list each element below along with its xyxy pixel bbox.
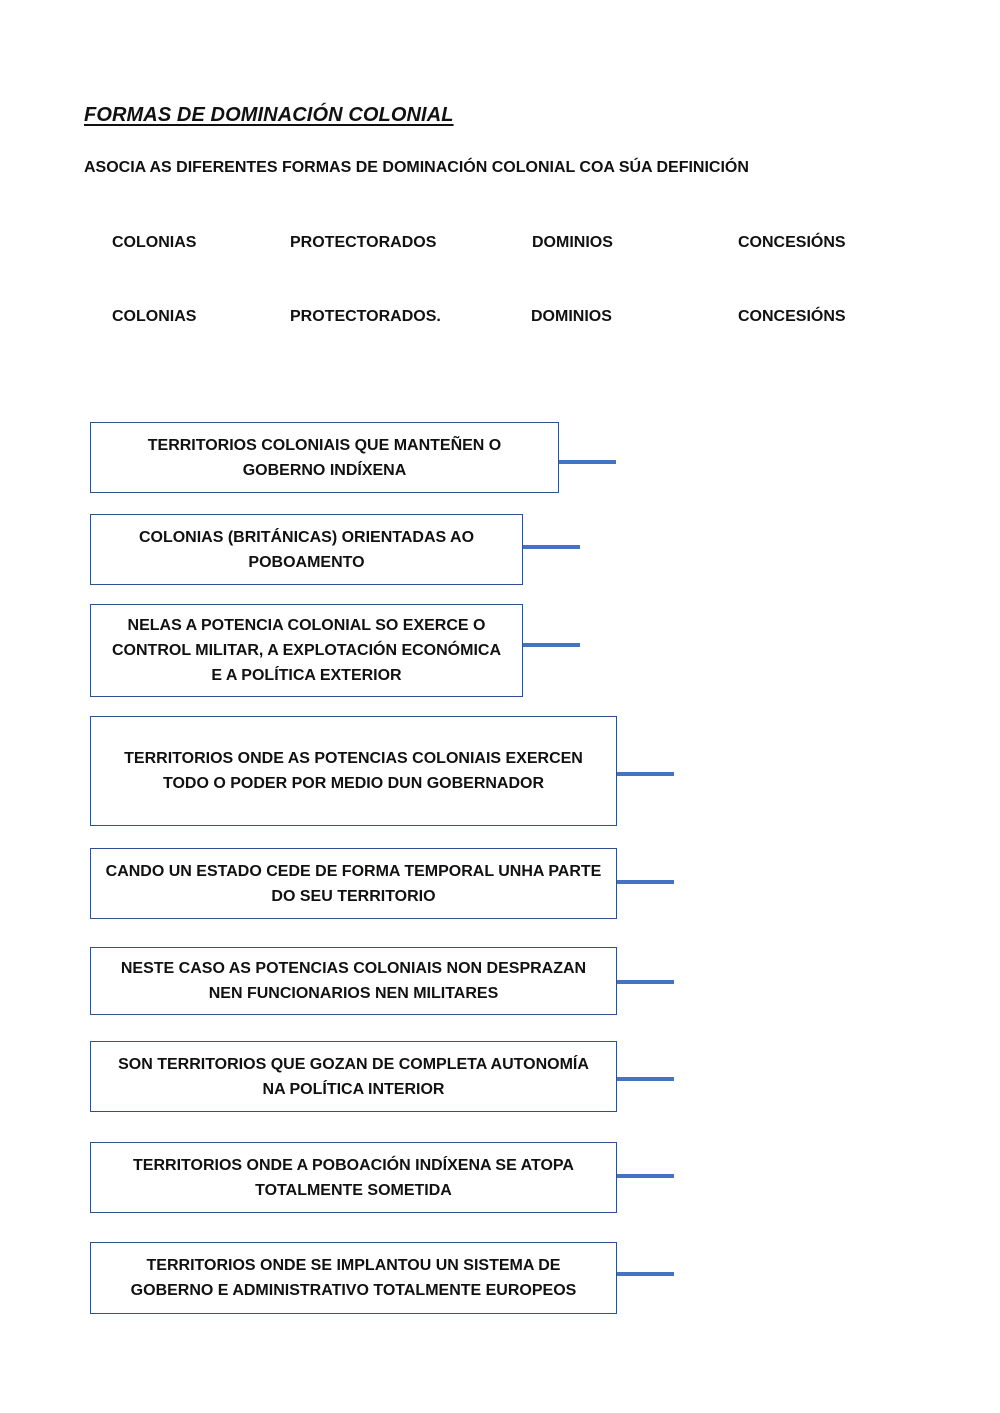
instruction-text: ASOCIA AS DIFERENTES FORMAS DE DOMINACIÓN COLONIAL COA SÚA DEFINICIÓN bbox=[84, 159, 749, 176]
match-connector-7[interactable] bbox=[617, 1077, 674, 1081]
worksheet-title: FORMAS DE DOMINACIÓN COLONIAL bbox=[84, 104, 454, 126]
match-connector-6[interactable] bbox=[617, 980, 674, 984]
option-concesions[interactable]: CONCESIÓNS bbox=[738, 234, 846, 251]
definition-card-7: SON TERRITORIOS QUE GOZAN DE COMPLETA AUTONOMÍA NA POLÍTICA INTERIOR bbox=[90, 1041, 617, 1112]
match-connector-2[interactable] bbox=[523, 545, 580, 549]
option-dominios[interactable]: DOMINIOS bbox=[532, 234, 613, 251]
option-colonias[interactable]: COLONIAS bbox=[112, 234, 197, 251]
definition-card-8: TERRITORIOS ONDE A POBOACIÓN INDÍXENA SE ATOPA TOTALMENTE SOMETIDA bbox=[90, 1142, 617, 1213]
definition-card-1: TERRITORIOS COLONIAIS QUE MANTEÑEN O GOBERNO INDÍXENA bbox=[90, 422, 559, 493]
option-concesions-2[interactable]: CONCESIÓNS bbox=[738, 308, 846, 325]
match-connector-8[interactable] bbox=[617, 1174, 674, 1178]
match-connector-3[interactable] bbox=[523, 643, 580, 647]
definition-card-4: TERRITORIOS ONDE AS POTENCIAS COLONIAIS EXERCEN TODO O PODER POR MEDIO DUN GOBERNADOR bbox=[90, 716, 617, 826]
option-dominios-2[interactable]: DOMINIOS bbox=[531, 308, 612, 325]
match-connector-4[interactable] bbox=[617, 772, 674, 776]
option-protectorados-2[interactable]: PROTECTORADOS. bbox=[290, 308, 441, 325]
definition-card-6: NESTE CASO AS POTENCIAS COLONIAIS NON DESPRAZAN NEN FUNCIONARIOS NEN MILITARES bbox=[90, 947, 617, 1015]
definition-card-9: TERRITORIOS ONDE SE IMPLANTOU UN SISTEMA DE GOBERNO E ADMINISTRATIVO TOTALMENTE EUROPEOS bbox=[90, 1242, 617, 1314]
match-connector-9[interactable] bbox=[617, 1272, 674, 1276]
match-connector-1[interactable] bbox=[559, 460, 616, 464]
definition-card-3: NELAS A POTENCIA COLONIAL SO EXERCE O CONTROL MILITAR, A EXPLOTACIÓN ECONÓMICA E A POLÍTICA EXTERIOR bbox=[90, 604, 523, 697]
definition-card-2: COLONIAS (BRITÁNICAS) ORIENTADAS AO POBOAMENTO bbox=[90, 514, 523, 585]
option-colonias-2[interactable]: COLONIAS bbox=[112, 308, 197, 325]
match-connector-5[interactable] bbox=[617, 880, 674, 884]
definition-card-5: CANDO UN ESTADO CEDE DE FORMA TEMPORAL UNHA PARTE DO SEU TERRITORIO bbox=[90, 848, 617, 919]
option-protectorados[interactable]: PROTECTORADOS bbox=[290, 234, 437, 251]
